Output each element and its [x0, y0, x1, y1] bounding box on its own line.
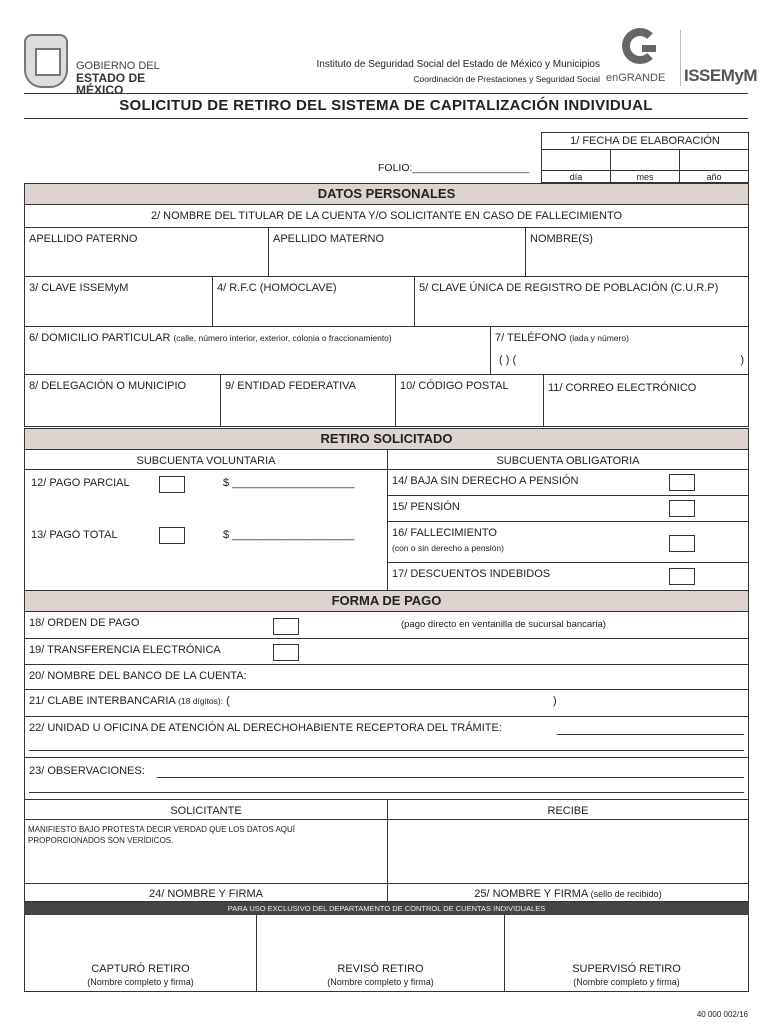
nombres-field[interactable]: NOMBRE(S) — [530, 233, 593, 245]
entidad-field[interactable]: 9/ ENTIDAD FEDERATIVA — [221, 375, 396, 426]
domicilio-field[interactable]: 6/ DOMICILIO PARTICULAR (calle, número interior, exterior, colonia o fraccionamiento) — [25, 327, 491, 374]
pago-parcial-label: 12/ PAGO PARCIAL — [31, 477, 130, 489]
firmas-block — [24, 800, 749, 902]
apellido-materno-field[interactable]: APELLIDO MATERNO — [269, 228, 526, 276]
descuentos-checkbox[interactable] — [669, 568, 695, 585]
subcuenta-voluntaria: SUBCUENTA VOLUNTARIA — [25, 450, 387, 470]
pago-parcial-checkbox[interactable] — [159, 476, 185, 493]
fecha-label: 1/ FECHA DE ELABORACIÓN — [542, 133, 748, 150]
ubicacion-row — [24, 375, 749, 427]
coat-of-arms-icon — [24, 34, 68, 88]
manifiesto-text: MANIFIESTO BAJO PROTESTA DECIR VERDAD QUE LOS DATOS AQUÍ PROPORCIONADOS SON VERÍDICOS. — [28, 825, 296, 845]
telefono-parens: ( ) ( — [499, 354, 517, 366]
rfc-field[interactable]: 4/ R.F.C (HOMOCLAVE) — [213, 277, 415, 326]
pago-total-monto[interactable]: $ ____________________ — [223, 529, 355, 541]
institute-heading — [317, 58, 601, 86]
fallecimiento-checkbox[interactable] — [669, 535, 695, 552]
control-block — [24, 915, 749, 992]
pension-checkbox[interactable] — [669, 500, 695, 517]
solicitante-firma-area[interactable] — [25, 820, 387, 883]
baja-checkbox[interactable] — [669, 474, 695, 491]
section-retiro-solicitado: RETIRO SOLICITADO — [24, 428, 749, 450]
baja-row: 14/ BAJA SIN DERECHO A PENSIÓN — [388, 470, 748, 496]
institute-name: Instituto de Seguridad Social del Estado de México y Municipios — [316, 59, 600, 70]
clabe-field[interactable]: 21/ CLABE INTERBANCARIA (18 dígitos): ( ) — [24, 690, 749, 717]
codigo-postal-field[interactable]: 10/ CÓDIGO POSTAL — [396, 375, 544, 426]
nombre-firma-recibe: 25/ NOMBRE Y FIRMA (sello de recibido) — [388, 883, 748, 902]
unidad-field[interactable]: 22/ UNIDAD U OFICINA DE ATENCIÓN AL DERECHOHABIENTE RECEPTORA DEL TRÁMITE: — [24, 717, 749, 758]
recibe-heading: RECIBE — [388, 800, 748, 820]
telefono-field[interactable]: 7/ TELÉFONO (lada y número) ( ) ( ) — [495, 332, 744, 366]
transferencia-checkbox[interactable] — [273, 644, 299, 661]
pago-total-checkbox[interactable] — [159, 527, 185, 544]
g-logo-icon — [622, 28, 658, 64]
gobierno-logo — [24, 34, 189, 97]
titular-row — [24, 205, 749, 228]
curp-field[interactable]: 5/ CLAVE ÚNICA DE REGISTRO DE POBLACIÓN (C.U.R.P) — [419, 282, 719, 294]
fecha-mes-field[interactable]: mes — [611, 150, 680, 183]
nombre-firma-solicitante: 24/ NOMBRE Y FIRMA — [25, 883, 387, 902]
gov-line2: ESTADO DE MÉXICO — [76, 71, 146, 97]
superviso-area[interactable]: SUPERVISÓ RETIRO (Nombre completo y firma) — [572, 963, 681, 987]
delegacion-field[interactable]: 8/ DELEGACIÓN O MUNICIPIO — [25, 375, 221, 426]
orden-pago-row: 18/ ORDEN DE PAGO (pago directo en ventanilla de sucursal bancaria) — [24, 612, 749, 639]
form-title: SOLICITUD DE RETIRO DEL SISTEMA DE CAPITALIZACIÓN INDIVIDUAL — [24, 93, 748, 119]
apellido-paterno-field[interactable]: APELLIDO PATERNO — [25, 228, 269, 276]
engrande-text: enGRANDE — [606, 72, 666, 84]
solicitante-heading: SOLICITANTE — [25, 800, 387, 820]
fecha-dia-field[interactable]: día — [542, 150, 611, 183]
descuentos-row: 17/ DESCUENTOS INDEBIDOS — [388, 563, 748, 590]
capturo-area[interactable]: CAPTURÓ RETIRO (Nombre completo y firma) — [25, 915, 257, 991]
correo-field[interactable]: 11/ CORREO ELECTRÓNICO — [548, 382, 697, 394]
section-forma-de-pago: FORMA DE PAGO — [24, 590, 749, 612]
banco-field[interactable]: 20/ NOMBRE DEL BANCO DE LA CUENTA: — [24, 665, 749, 690]
uso-exclusivo-banner: PARA USO EXCLUSIVO DEL DEPARTAMENTO DE CONTROL DE CUENTAS INDIVIDUALES — [24, 902, 749, 915]
nombre-row — [24, 228, 749, 277]
observaciones-field[interactable]: 23/ OBSERVACIONES: — [24, 758, 749, 800]
retiro-block — [24, 450, 749, 590]
section-datos-personales: DATOS PERSONALES — [24, 183, 749, 205]
gov-line1: GOBIERNO DEL — [76, 60, 160, 72]
fallecimiento-row: 16/ FALLECIMIENTO (con o sin derecho a pensión) — [388, 522, 748, 563]
coordination-name: Coordinación de Prestaciones y Seguridad Social — [413, 74, 600, 84]
claves-row — [24, 277, 749, 327]
titular-label: 2/ NOMBRE DEL TITULAR DE LA CUENTA Y/O SOLICITANTE EN CASO DE FALLECIMIENTO — [150, 210, 623, 222]
pago-total-label: 13/ PAGO TOTAL — [31, 529, 118, 541]
domicilio-row — [24, 327, 749, 375]
clave-issemym-field[interactable]: 3/ CLAVE ISSEMyM — [25, 277, 213, 326]
form-code: 40 000 002/16 — [696, 1010, 748, 1019]
subcuenta-obligatoria: SUBCUENTA OBLIGATORIA — [388, 450, 748, 470]
telefono-close: ) — [740, 354, 744, 366]
transferencia-row: 19/ TRANSFERENCIA ELECTRÓNICA — [24, 639, 749, 665]
fecha-elaboracion — [541, 132, 749, 183]
fecha-anio-field[interactable]: año — [680, 150, 748, 183]
pension-row: 15/ PENSIÓN — [388, 496, 748, 522]
reviso-area[interactable]: REVISÓ RETIRO (Nombre completo y firma) — [257, 915, 505, 991]
engrande-logo — [606, 28, 676, 88]
logo-divider — [680, 30, 681, 86]
orden-pago-checkbox[interactable] — [273, 618, 299, 635]
folio-field[interactable]: FOLIO:____________________ — [378, 162, 530, 174]
issemym-logo: ISSEMyM — [684, 66, 758, 85]
pago-parcial-monto[interactable]: $ ____________________ — [223, 477, 355, 489]
recibe-firma-area[interactable] — [388, 820, 748, 883]
